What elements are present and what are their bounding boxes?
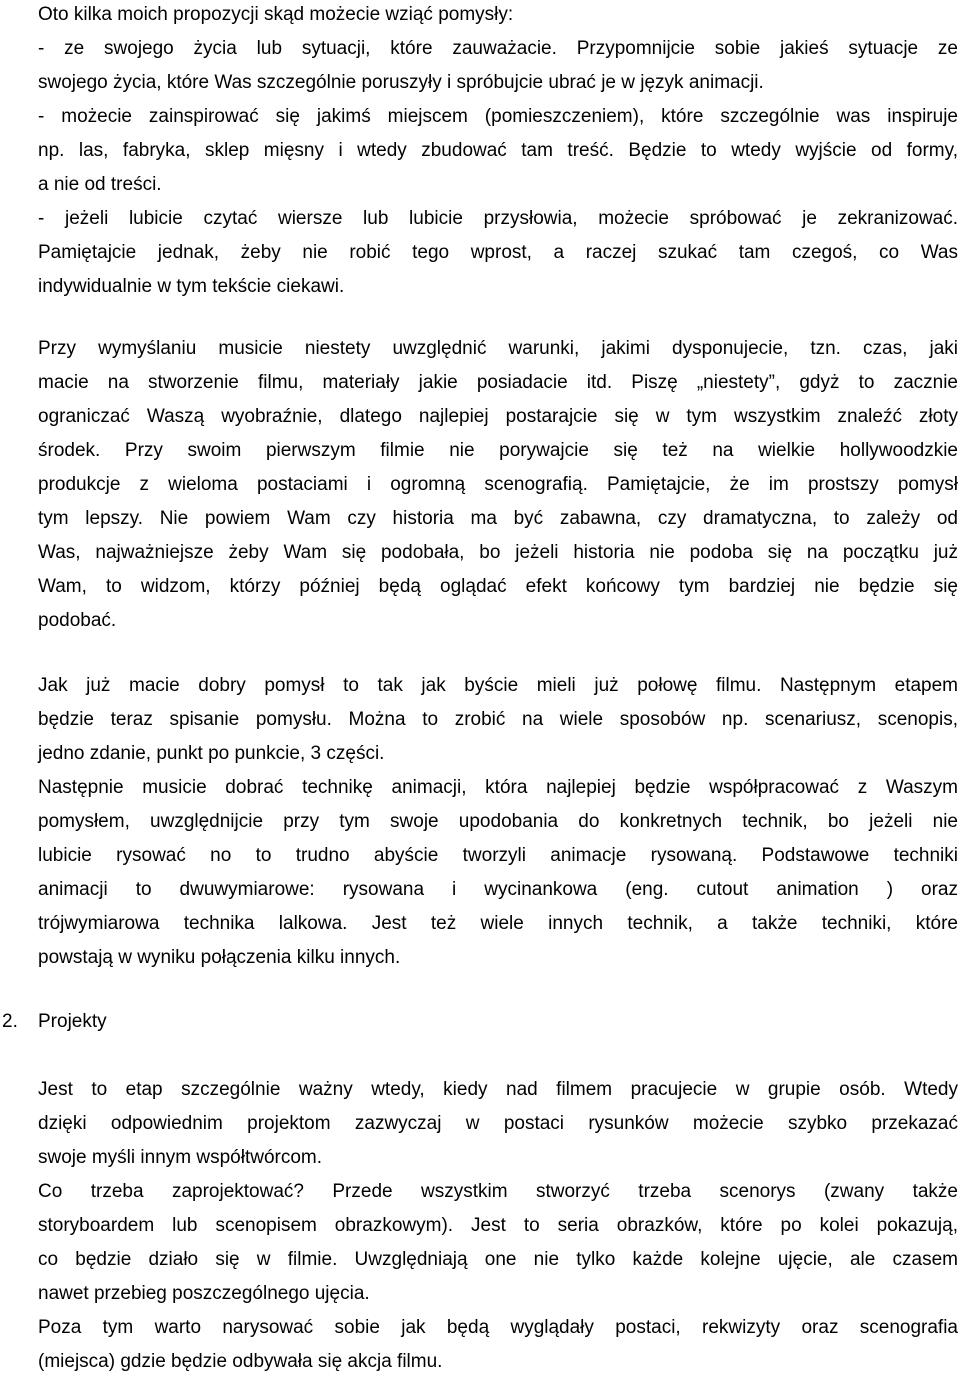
text-line: a nie od treści. [38, 174, 162, 195]
text-line: - jeżeli lubicie czytać wiersze lub lubicie przysłowia, możecie spróbować je zekranizować. [38, 208, 958, 229]
text-line: Oto kilka moich propozycji skąd możecie wziąć pomysły: [38, 4, 514, 25]
text-line: Jak już macie dobry pomysł to tak jak byście mieli już połowę filmu. Następnym etapem [38, 675, 958, 696]
text-line: macie na stworzenie filmu, materiały jakie posiadacie itd. Piszę „niestety”, gdyż to zacznie [38, 372, 958, 393]
text-line: swoje myśli innym współtwórcom. [38, 1147, 323, 1168]
section-title: Projekty [38, 1011, 107, 1032]
text-line: środek. Przy swoim pierwszym filmie nie porywajcie się też na wielkie hollywoodzkie [38, 440, 958, 461]
text-line: Następnie musicie dobrać technikę animacji, która najlepiej będzie współpracować z Waszym [38, 777, 958, 798]
text-line: - możecie zainspirować się jakimś miejscem (pomieszczeniem), które szczególnie was inspiruje [38, 106, 958, 127]
section-number: 2. [2, 1011, 18, 1032]
text-line: animacji to dwuwymiarowe: rysowana i wycinankowa (eng. cutout animation ) oraz [38, 879, 958, 900]
text-line: (miejsca) gdzie będzie odbywała się akcja filmu. [38, 1351, 443, 1372]
projects-paragraph [38, 1073, 958, 1379]
text-line: indywidualnie w tym tekście ciekawi. [38, 276, 345, 297]
text-line: Jest to etap szczególnie ważny wtedy, kiedy nad filmem pracujecie w grupie osób. Wtedy [38, 1079, 958, 1100]
text-line: lubicie rysować no to trudno abyście tworzyli animacje rysowaną. Podstawowe techniki [38, 845, 958, 866]
text-line: np. las, fabryka, sklep mięsny i wtedy zbudować tam treść. Będzie to wtedy wyjście od formy, [38, 140, 958, 161]
intro-paragraph [38, 0, 958, 304]
text-line: Was, najważniejsze żeby Wam się podobała, bo jeżeli historia nie podoba się na początku już [38, 542, 958, 563]
text-line: Przy wymyślaniu musicie niestety uwzględnić warunki, jakimi dysponujecie, tzn. czas, jaki [38, 338, 958, 359]
section-heading [0, 1005, 960, 1039]
conditions-paragraph [38, 332, 958, 638]
text-line: Co trzeba zaprojektować? Przede wszystkim stworzyć trzeba scenorys (zwany także [38, 1181, 958, 1202]
text-line: jedno zdanie, punkt po punkcie, 3 części. [38, 743, 385, 764]
text-line: Wam, to widzom, którzy później będą oglądać efekt końcowy tym bardziej nie będzie się [38, 576, 958, 597]
text-line: ograniczać Waszą wyobraźnie, dlatego najlepiej postarajcie się w tym wszystkim znaleźć złoty [38, 406, 958, 427]
text-line: produkcje z wieloma postaciami i ogromną scenografią. Pamiętajcie, że im prostszy pomysł [38, 474, 958, 495]
text-line: - ze swojego życia lub sytuacji, które zauważacie. Przypomnijcie sobie jakieś sytuacje ze [38, 38, 958, 59]
text-line: Pamiętajcie jednak, żeby nie robić tego wprost, a raczej szukać tam czegoś, co Was [38, 242, 958, 263]
text-line: storyboardem lub scenopisem obrazkowym). Jest to seria obrazków, które po kolei pokazują, [38, 1215, 958, 1236]
idea-paragraph [38, 669, 958, 975]
text-line: swojego życia, które Was szczególnie poruszyły i spróbujcie ubrać je w język animacji. [38, 72, 764, 93]
text-line: dzięki odpowiednim projektom zazwyczaj w postaci rysunków możecie szybko przekazać [38, 1113, 958, 1134]
text-line: powstają w wyniku połączenia kilku innych. [38, 947, 401, 968]
text-line: co będzie działo się w filmie. Uwzględniają one nie tylko każde kolejne ujęcie, ale czasem [38, 1249, 958, 1270]
text-line: Poza tym warto narysować sobie jak będą wyglądały postaci, rekwizyty oraz scenografia [38, 1317, 958, 1338]
text-line: będzie teraz spisanie pomysłu. Można to zrobić na wiele sposobów np. scenariusz, scenopis, [38, 709, 958, 730]
text-line: podobać. [38, 610, 117, 631]
text-line: pomysłem, uwzględnijcie przy tym swoje upodobania do konkretnych technik, bo jeżeli nie [38, 811, 958, 832]
text-line: trójwymiarowa technika lalkowa. Jest też wiele innych technik, a także techniki, które [38, 913, 958, 934]
text-line: tym lepszy. Nie powiem Wam czy historia ma być zabawna, czy dramatyczna, to zależy od [38, 508, 958, 529]
text-line: nawet przebieg poszczególnego ujęcia. [38, 1283, 370, 1304]
